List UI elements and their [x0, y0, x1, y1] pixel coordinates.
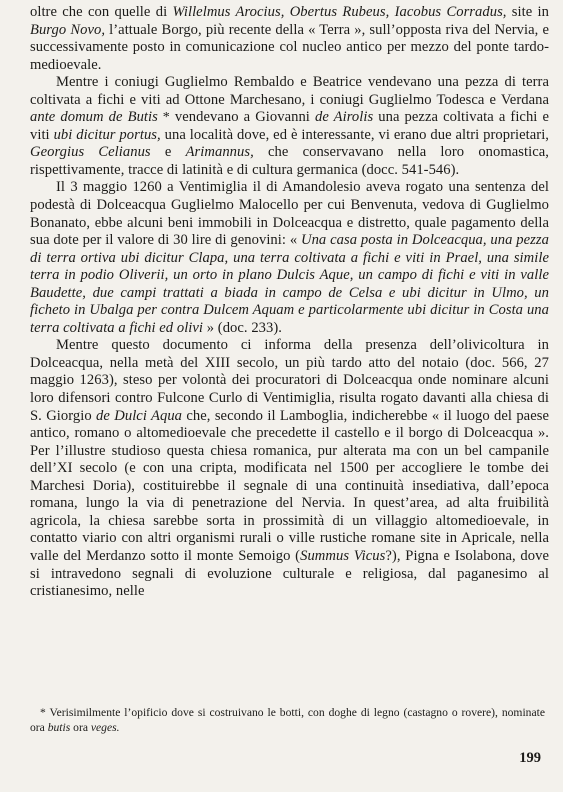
- latin-name: Georgius Celianus: [30, 144, 151, 161]
- latin-phrase: ubi dicitur portus,: [53, 126, 161, 143]
- latin-name: Arimannus,: [185, 144, 254, 161]
- body-text: [30, 4, 549, 601]
- text-span: site in: [506, 4, 549, 20]
- quoted-document: Una casa posta in Dolceacqua, una pezza di terra ortiva ubi dicitur Clapa, una terra coltivata a fichi e viti in Prael, una simile terra in podio Oliverii, un orto in plano Dulcis Aque, un campo di fichi e viti in valle Baudette, due campi trattati a biada in campo de Celsa e ubi dicitur in Ulmo, un ficheto in Ubalga per contra Dulcem Aquam e particolarmente ubi dicitur in Costa una terra coltivata a fichi ed olivi: [30, 232, 549, 336]
- paragraph-continuation: [30, 4, 549, 74]
- text-span: che conservavano nella loro onomastica, rispettivamente, tracce di latinità e di cultura germanica (docc. 541-546).: [30, 144, 549, 178]
- footnote-reference[interactable]: *: [157, 110, 170, 126]
- page-number: 199: [519, 750, 541, 766]
- text-span: Mentre questo documento ci informa della presenza dell’olivicoltura in Dolceacqua, nella metà del XIII secolo, un più tardo atto del notaio (doc. 566, 27 maggio 1263), steso per volontà dei procuratori di Dolceacqua onde nominare alcuni loro difensori contro Fulcone Curlo di Ventimiglia, risulta rogato davanti alla chiesa di S. Giorgio: [30, 337, 549, 424]
- footnote: [30, 705, 545, 735]
- text-span: vendevano a Giovanni: [169, 109, 315, 126]
- latin-word: veges.: [90, 721, 120, 734]
- text-span: una località dove, ed è interessante, vi erano due altri proprietari,: [160, 126, 549, 143]
- text-span: che, secondo il Lamboglia, indicherebbe « il luogo del paese antico, romano o altomedioevale che precedette il castello e il borgo di Dolceacqua ». Per l’illustre studioso questa chiesa romanica, pur alterata ma con un bel campanile dell’XI secolo (e con una cripta, modificata nel 1500 per accogliere le tombe dei Marchesi Doria), costituirebbe il segnale di una continuità insediativa, dall’epoca romana, lungo la via di penetrazione del Nervia. In quest’area, ad alta fruibilità agricola, la chiesa sarebbe sorta in prossimità di un villaggio altomedioevale, in contatto viario con altri organismi rurali o ville rustiche romane site in Apricale, nella valle del Merdanzo sotto il monte Semoigo (: [30, 407, 549, 564]
- latin-phrase: ante domum de Butis: [30, 109, 158, 126]
- latin-names: Willelmus Arocius, Obertus Rubeus, Iacobus Corradus,: [172, 4, 507, 20]
- text-span: Il 3 maggio 1260 a Ventimiglia il di Amandolesio aveva rogato una sentenza del podestà di Dolceacqua Guglielmo Malocello per cui Benvenuta, vedova di Guglielmo Bonanato, ebbe alcuni beni immobili in Dolceacqua e distretto, quale pagamento della sua dote per il valore di 30 lire di genovini: «: [30, 179, 549, 249]
- latin-phrase: de Dulci Aqua: [96, 407, 183, 424]
- text-span: una pezza coltivata a fichi e viti: [30, 109, 549, 143]
- text-span: ?), Pigna e Isolabona, dove si intravedono segnali di evoluzione culturale e religiosa, dal paganesimo al cristianesimo, nelle: [30, 547, 549, 600]
- text-span: oltre che con quelle di: [30, 4, 173, 20]
- text-span: e: [150, 144, 186, 161]
- paragraph-olivicoltura: [30, 337, 549, 600]
- text-span: ora: [70, 721, 91, 734]
- latin-phrase: Summus Vicus: [300, 547, 386, 564]
- footnote-marker: *: [40, 706, 46, 719]
- text-span: l’attuale Borgo, più recente della « Terra », sull’opposta riva del Nervia, e successivamente posto in comunicazione col nucleo antico per mezzo del ponte tardo-medioevale.: [30, 21, 549, 73]
- latin-name: de Airolis: [314, 109, 374, 126]
- text-span: Verisimilmente l’opificio dove si costruivano le botti, con doghe di legno (castagno o rovere), nominate ora: [30, 706, 545, 734]
- paragraph-rembaldo: [30, 74, 549, 179]
- text-span: Mentre i coniugi Guglielmo Rembaldo e Beatrice vendevano una pezza di terra coltivata a fichi e viti ad Ottone Marchesano, i coniugi Guglielmo Todesca e Verdana: [30, 74, 549, 108]
- paragraph-sentenza: [30, 179, 549, 337]
- latin-place: Burgo Novo,: [30, 21, 106, 38]
- latin-word: butis: [47, 721, 71, 734]
- text-span: » (doc. 233).: [203, 319, 282, 336]
